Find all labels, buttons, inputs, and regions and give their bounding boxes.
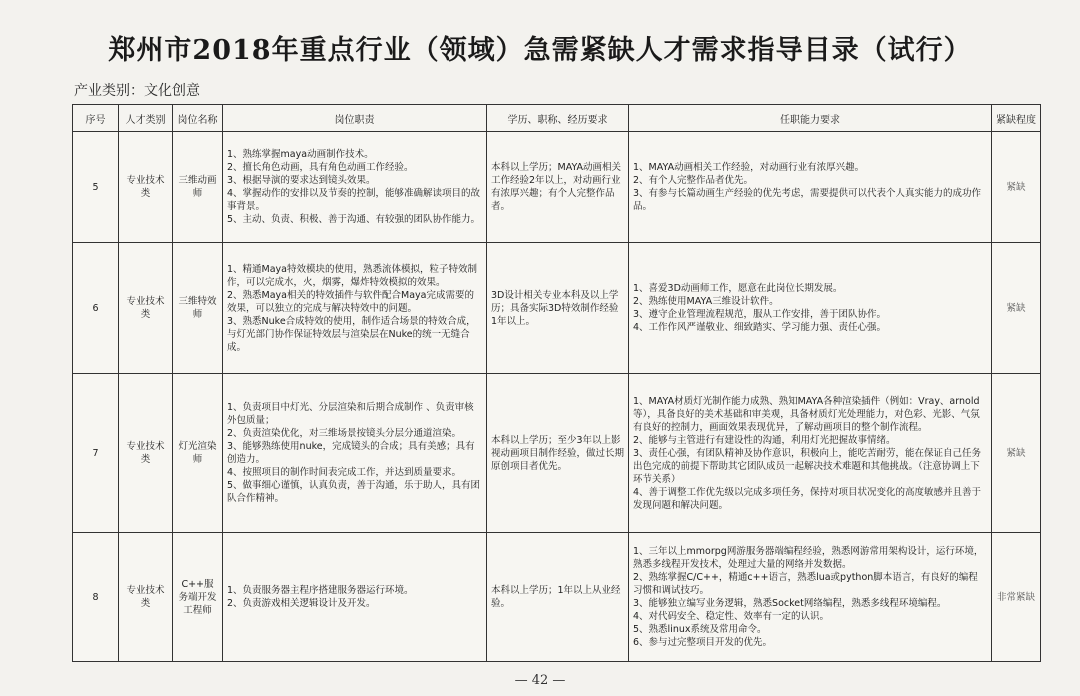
cell-education: 3D设计相关专业本科及以上学历；具备实际3D特效制作经验1年以上。 bbox=[487, 243, 629, 374]
cell-ability: 1、三年以上mmorpg网游服务器端编程经验，熟悉网游常用架构设计，运行环境，熟悉多线程开发技术，处理过大量的网络并发数据。 2、熟练掌握C/C++，精通c++语言，熟悉lua或python脚本语言，有良好的编程习惯和调试技巧。 3、能够独立编写业务逻辑，熟悉Socket网络编程，熟悉多线程环境编程。 4、对代码安全、稳定性、效率有一定的认识。 5、熟悉linux系统及常用命令。 6、参与过完整项目开发的优先。 bbox=[629, 533, 992, 662]
cell-urgency: 紧缺 bbox=[992, 132, 1041, 243]
cell-no: 6 bbox=[73, 243, 119, 374]
table-row bbox=[73, 243, 1041, 374]
table-row bbox=[73, 533, 1041, 662]
cell-talent-type: 专业技术类 bbox=[119, 243, 173, 374]
cell-position: 三维动画师 bbox=[173, 132, 223, 243]
cell-duties: 1、负责服务器主程序搭建服务器运行环境。 2、负责游戏相关逻辑设计及开发。 bbox=[223, 533, 487, 662]
cell-talent-type: 专业技术类 bbox=[119, 533, 173, 662]
cell-position: 三维特效师 bbox=[173, 243, 223, 374]
table-row bbox=[73, 374, 1041, 533]
cell-talent-type: 专业技术类 bbox=[119, 132, 173, 243]
cell-urgency: 紧缺 bbox=[992, 243, 1041, 374]
cell-education: 本科以上学历；MAYA动画相关工作经验2年以上，对动画行业有浓厚兴趣；有个人完整作品者。 bbox=[487, 132, 629, 243]
cell-urgency: 紧缺 bbox=[992, 374, 1041, 533]
cell-position: 灯光渲染师 bbox=[173, 374, 223, 533]
page-number: — 42 — bbox=[514, 673, 566, 688]
cell-position: C++服务端开发工程师 bbox=[173, 533, 223, 662]
header-urgency: 紧缺程度 bbox=[992, 105, 1041, 132]
table-header-row bbox=[73, 105, 1041, 132]
talent-table bbox=[72, 104, 1041, 662]
cell-education: 本科以上学历；至少3年以上影视动画项目制作经验，做过长期原创项目者优先。 bbox=[487, 374, 629, 533]
cell-ability: 1、MAYA动画相关工作经验，对动画行业有浓厚兴趣。 2、有个人完整作品者优先。 3、有参与长篇动画生产经验的优先考虑，需要提供可以代表个人真实能力的成功作品。 bbox=[629, 132, 992, 243]
cell-no: 5 bbox=[73, 132, 119, 243]
cell-ability: 1、喜爱3D动画师工作，愿意在此岗位长期发展。 2、熟练使用MAYA三维设计软件。 3、遵守企业管理流程规范，服从工作安排，善于团队协作。 4、工作作风严谨敬业、细致踏实、学习能力强、责任心强。 bbox=[629, 243, 992, 374]
cell-duties: 1、负责项目中灯光、分层渲染和后期合成制作 、负责审核外包质量； 2、负责渲染优化，对三维场景按镜头分层分通道渲染。 3、能够熟练使用nuke，完成镜头的合成；具有美感；具有创造力。 4、按照项目的制作时间表完成工作，并达到质量要求。 5、做事细心谨慎，认真负责，善于沟通，乐于助人，具有团队合作精神。 bbox=[223, 374, 487, 533]
header-position: 岗位名称 bbox=[173, 105, 223, 132]
cell-duties: 1、熟练掌握maya动画制作技术。 2、擅长角色动画，具有角色动画工作经验。 3、根据导演的要求达到镜头效果。 4、掌握动作的安排以及节奏的控制，能够准确解读项目的故事背景。 5、主动、负责、积极、善于沟通、有较强的团队协作能力。 bbox=[223, 132, 487, 243]
cell-urgency: 非常紧缺 bbox=[992, 533, 1041, 662]
page-title: 郑州市2018年重点行业（领域）急需紧缺人才需求指导目录（试行） bbox=[108, 35, 972, 66]
header-talent-type: 人才类别 bbox=[119, 105, 173, 132]
header-education: 学历、职称、经历要求 bbox=[487, 105, 629, 132]
cell-education: 本科以上学历；1年以上从业经验。 bbox=[487, 533, 629, 662]
cell-talent-type: 专业技术类 bbox=[119, 374, 173, 533]
header-duties: 岗位职责 bbox=[223, 105, 487, 132]
cell-no: 7 bbox=[73, 374, 119, 533]
cell-ability: 1、MAYA材质灯光制作能力成熟、熟知MAYA各种渲染插件（例如：Vray、arnold等），具备良好的美术基础和审美观，具备材质灯光处理能力，对色彩、光影、气氛有良好的控制力，画面效果表现优异，了解动画项目的整个制作流程。 2、能够与主管进行有建设性的沟通，利用灯光把握故事情绪。 3、责任心强，有团队精神及协作意识，积极向上，能吃苦耐劳，能在保证自己任务出色完成的前提下帮助其它团队成员一起解决技术难题和其他挑战。（注意协调上下环节关系） 4、善于调整工作优先级以完成多项任务，保持对项目状况变化的高度敏感并且善于发现问题和解决问题。 bbox=[629, 374, 992, 533]
table-row bbox=[73, 132, 1041, 243]
header-ability: 任职能力要求 bbox=[629, 105, 992, 132]
cell-no: 8 bbox=[73, 533, 119, 662]
industry-category-label: 产业类别：文化创意 bbox=[74, 83, 200, 99]
header-no: 序号 bbox=[73, 105, 119, 132]
cell-duties: 1、精通Maya特效模块的使用，熟悉流体模拟，粒子特效制作，可以完成水，火，烟雾，爆炸特效模拟的效果。 2、熟悉Maya相关的特效插件与软件配合Maya完成需要的效果，可以独立的完成与解决特效中的问题。 3、熟悉Nuke合成特效的使用，制作适合场景的特效合成，与灯光部门协作保证特效层与渲染层在Nuke的统一无缝合成。 bbox=[223, 243, 487, 374]
